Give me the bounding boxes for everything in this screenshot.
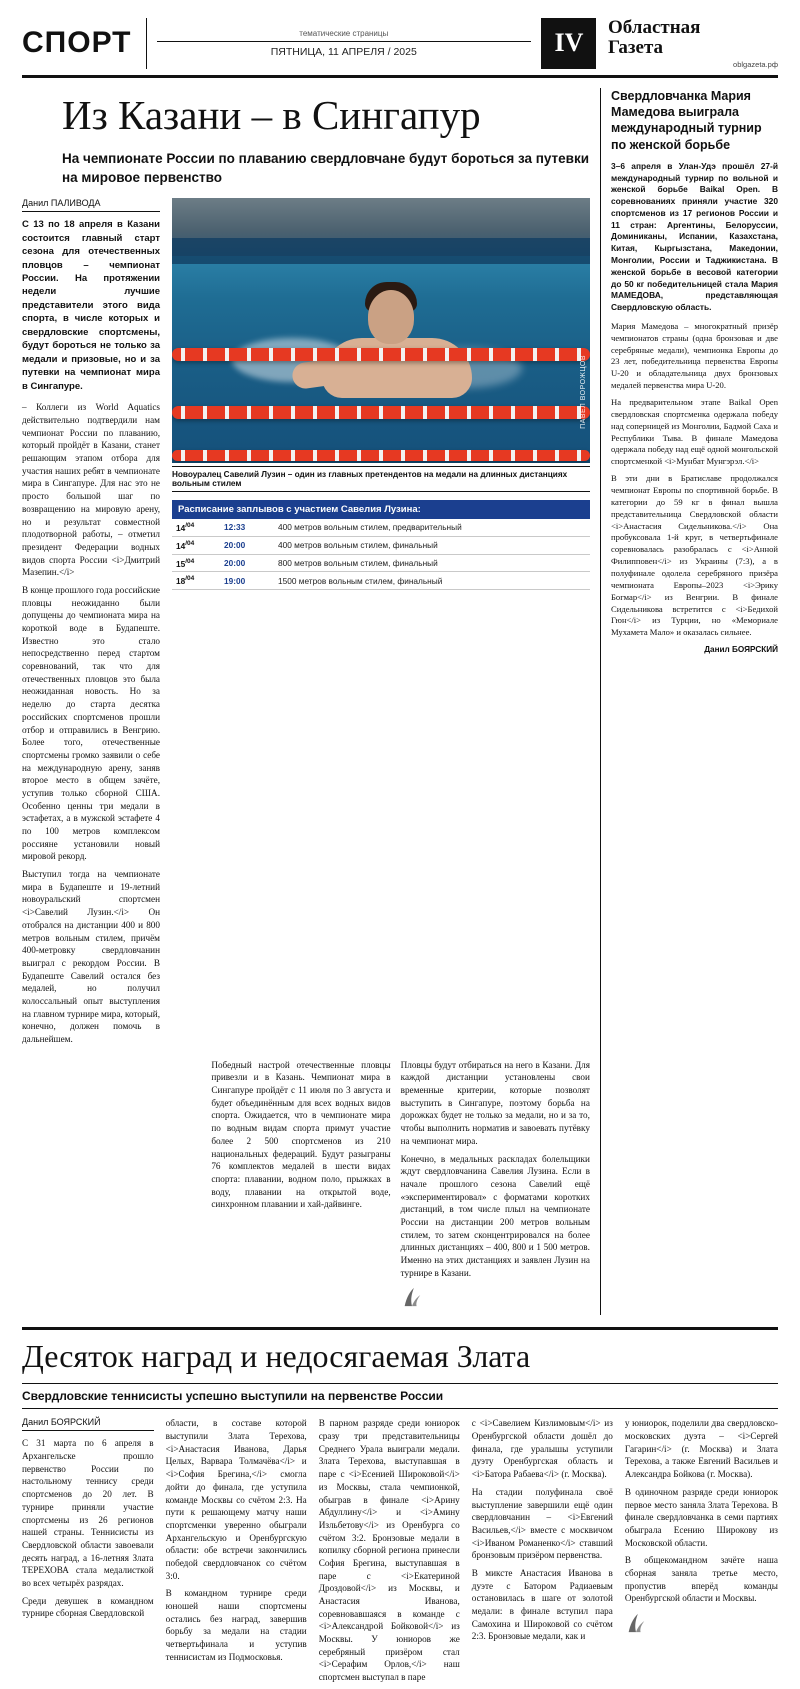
paragraph: В эти дни в Братиславе продолжался чемпионат Европы по спортивной борьбе. В категории до 59 кг в финал вышла представительница Свердловской области <i>Анастасия Сидельникова.</i> Она пробуксовала 1-й круг, в четвертьфинале соревновалась разобралась с <i>Анной Филипповен</i> из Украины (7:3), а в полуфинале одолела серебряного призёра чемпионата Европы–2023 <i>Эрику Богмар</i> из Венгрии. В финале Сидельникова встретится с <i>Бедихой Гюн</i> из Турции, но «Мемориале Мухамета Мало» и оказалась сильнее. bbox=[611, 473, 778, 638]
table-row bbox=[172, 554, 590, 572]
article2-col-3 bbox=[319, 1417, 472, 1688]
paragraph: В одиночном разряде среди юниорок первое место заняла Злата Терехова. В финале свердловчанка в семи партиях обыграла Есению Широкову из Московской области. bbox=[624, 1486, 778, 1548]
schedule-table bbox=[172, 519, 590, 590]
article2-columns bbox=[22, 1417, 778, 1688]
section-title: СПОРТ bbox=[22, 26, 132, 60]
paper-name-line2: Газета bbox=[608, 36, 664, 58]
article2-headline: Десяток наград и недосягаемая Злата bbox=[22, 1338, 531, 1375]
paragraph: Пловцы будут отбираться на него в Казани. Для каждой дистанции установлены свои временные критерии, которые позволят выступить в Сингапуре, поэтому борьба на дорожках будет не только за медали, но и за то, чтобы выполнить норматив и завоевать путёвку на чемпионат мира. bbox=[400, 1059, 590, 1146]
paragraph: В общекомандном зачёте наша сборная заняла третье место, пропустив вперёд команды Оренбургской области и Москвы. bbox=[624, 1555, 778, 1604]
table-row bbox=[172, 572, 590, 590]
masthead-center bbox=[146, 18, 542, 69]
schedule-desc: 800 метров вольным стилем, финальный bbox=[278, 557, 438, 568]
table-row bbox=[172, 536, 590, 554]
lane-rope bbox=[172, 450, 590, 461]
paper-logo bbox=[596, 18, 778, 69]
article2-col-5 bbox=[625, 1417, 778, 1688]
schedule-box bbox=[172, 500, 590, 590]
schedule-desc: 400 метров вольным стилем, предварительный bbox=[278, 522, 462, 533]
main-grid bbox=[22, 88, 778, 1316]
article2-subhead: Свердловские теннисисты успешно выступили на первенстве России bbox=[22, 1383, 778, 1409]
paper-watermark-icon bbox=[625, 1610, 647, 1636]
paragraph: На стадии полуфинала своё выступление завершили ещё один свердловчанин – <i>Евгений Васильев,</i> вместе с москвичом <i>Иваном Романенко</i> ставший бронзовым призёром первенства. bbox=[471, 1486, 613, 1561]
lower-col-2 bbox=[211, 1059, 400, 1316]
article2-col-4 bbox=[472, 1417, 625, 1688]
paragraph: – Коллеги из World Aquatics действительно подтвердили нам чемпионат России по плаванию, который пройдёт в Казани, станет решающим этапом отбора для участия наших ребят в чемпионате мира в Сингапуре. Для нас это не просто большой шаг по возвращению на мировую арену, но и результат совместной плодотворной работы, – отметил президент Федерации водных видов спорта России <i>Дмитрий Мазепин.</i> bbox=[22, 402, 160, 578]
paper-watermark-icon bbox=[401, 1284, 423, 1310]
schedule-time: 19:00 bbox=[224, 575, 246, 586]
lower-col-3 bbox=[401, 1059, 590, 1316]
article-subhead: На чемпионате России по плаванию свердловчане будут бороться за путевки на мировое первенство bbox=[62, 150, 590, 186]
article-main bbox=[22, 88, 600, 1316]
schedule-time: 12:33 bbox=[224, 522, 246, 533]
schedule-desc: 1500 метров вольным стилем, финальный bbox=[278, 575, 443, 586]
schedule-date: $18^{/04}$ bbox=[176, 575, 195, 587]
paragraph: В конце прошлого года российские пловцы неожиданно были допущены до чемпионата мира на короткой воде в Будапеште. Известно это стало непосредственно перед стартом соревнований, так что для отечественных пловцов это была неожиданная новость. Но за неделю до старта десятка российских спортсменов прошли отбор и отправились в Венгрию. Более того, отечественные спортсмены громко заявили о себе на международную арену, заняв второе место в общем зачёте, уступив только сборной США. Особенно ценны три медали в эстафетах, а в мужской эстафете 4 по 100 метров комплексом россияне установили новый мировой рекорд. bbox=[22, 584, 160, 862]
sidebar-intro: 3–6 апреля в Улан-Удэ прошёл 27-й международный турнир по вольной и женской борьбе Baikal Open. В соревнованиях приняли участие 320 спортсменов из 17 регионов России и 11 стран: Аргентины, Белоруссии, Доминиканы, Испании, Казахстана, Китая, Кыргызстана, Македонии, Монголии, России и Таджикистана. В женской борьбе в весовой категории до 50 кг победительницей стала Мария МАМЕДОВА, представляющая Свердловскую область. bbox=[611, 160, 778, 313]
table-row bbox=[172, 519, 590, 536]
masthead-date: ПЯТНИЦА, 11 АПРЕЛЯ / 2025 bbox=[270, 45, 417, 58]
paragraph: области, в составе которой выступили Злата Терехова, <i>Анастасия Иванова, Дарья Целых, Варвара Толмачёва</i> и <i>София Брегина,</i> смогла дойти до финала, где уступила команде Москвы со счётом 2:3. На пути к решающему матчу наши спортсменки уверенно обыграли Архангельскую и Оренбургскую области: обе встречи закончились победой свердловчанок со счётом 3:0. bbox=[165, 1418, 307, 1581]
photo-caption: Новоуралец Савелий Лузин – один из главных претендентов на медали на длинных дистанциях вольным стилем bbox=[172, 466, 590, 492]
article2-byline: Данил БОЯРСКИЙ bbox=[22, 1417, 154, 1431]
article-lead: С 13 по 18 апреля в Казани состоится главный старт сезона для отечественных пловцов – чемпионат России. На протяжении недели лучшие представители этого вида спорта, в числе которых и свердловские спортсмены, будут бороться не только за медали и призовые, но и за путевки на чемпионат мира в Сингапуре. bbox=[22, 219, 160, 392]
schedule-desc: 400 метров вольным стилем, финальный bbox=[278, 540, 438, 551]
masthead-top-label: тематические страницы bbox=[157, 29, 531, 42]
paragraph: С 31 марта по 6 апреля в Архангельске прошло первенство России по настольному теннису среди спортсменов до 20 лет. В турнире приняли участие спортсмены из 26 регионов нашей страны. Теннисисты из Свердловской области завоевали десять наград, а 16-летняя Злата ТЕРЕХОВА стала медалисткой во всех четырёх разрядах. bbox=[22, 1438, 154, 1588]
paper-name-line1: Областная bbox=[608, 17, 701, 38]
paragraph: В парном разряде среди юниорок сразу три представительницы Среднего Урала выиграли медали. Злата Терехова, выступавшая в паре с <i>Есенией Широковой</i> из Москвы, стала чемпионкой, обыграв в финале <i>Арину Абдуллину</i> и <i>Амину Изльбетову</i> из Оренбурга со счётом 3:2. Бронзовые медали в копилку сборной региона принесли София Брегина, выступавшая в паре с <i>Екатериной Дроздовой</i> из Москвы, и Анастасия Иванова, соревновавшаяся в команде с <i>Александрой Бойковой</i> из Москвы. У юниоров же серебряный призёром стал <i>Серафим Орлов,</i> наш спортсмен выступал в паре bbox=[318, 1418, 460, 1683]
lane-rope bbox=[172, 348, 590, 361]
article-col1 bbox=[22, 401, 160, 1045]
paragraph: Победный настрой отечественные пловцы привезли и в Казань. Чемпионат мира в Сингапуре пройдёт с 11 июля по 3 августа и будет объединённым для всех водных видов спорта. Ожидается, что в чемпионате мира по водным видам спорта примут участие более 2 500 спортсменов из 210 национальных федераций. Будут разыграны 76 комплектов медалей в шести видах спорта: плавании, водном поло, прыжках в воду, плавании на открытой воде, синхронном плавании и хай-дайвинге. bbox=[211, 1059, 391, 1210]
photo-block bbox=[172, 198, 590, 1051]
schedule-date: $14^{/04}$ bbox=[176, 522, 195, 533]
swimmer-photo bbox=[172, 198, 590, 463]
schedule-time: 20:00 bbox=[224, 540, 246, 551]
lead-column bbox=[22, 198, 172, 1051]
sidebar-article bbox=[600, 88, 778, 1316]
article-headline: Из Казани – в Сингапур bbox=[62, 91, 481, 138]
paragraph: В командном турнире среди юношей наши спортсмены остались без наград, завершив борьбу за медали на стадии четвертьфинала и уступив теннисистам из Подмосковья. bbox=[165, 1588, 307, 1662]
sidebar-signature: Данил БОЯРСКИЙ bbox=[704, 645, 778, 655]
page-number: IV bbox=[542, 18, 596, 69]
lead-and-photo bbox=[22, 198, 590, 1051]
article-lower-columns bbox=[22, 1059, 590, 1316]
schedule-title: Расписание заплывов с участием Савелия Лузина: bbox=[172, 500, 590, 519]
section-divider bbox=[22, 1327, 778, 1330]
photo-credit: ПАВЕЛ ВОРОЖЦОВ bbox=[580, 355, 587, 430]
schedule-date: $15^{/04}$ bbox=[176, 557, 195, 569]
swimmer-head bbox=[368, 290, 414, 344]
paragraph: Выступил тогда на чемпионате мира в Будапеште и 19-летний новоуральский спортсмен <i>Савелий Лузин.</i> Он отобрался на дистанции 400 и 800 метров вольным стилем, причём 400-метровку свердловчанин выиграл с рекордом России. В Будапеште Савелий остался без медалей, но получил колоссальный опыт выступления на главном турнире мира, который, конечно, должен помочь в дальнейшем. bbox=[22, 869, 160, 1045]
sidebar-headline: Свердловчанка Мария Мамедова выиграла международный турнир по женской борьбе bbox=[611, 88, 762, 152]
schedule-date: $14^{/04}$ bbox=[176, 539, 195, 551]
sidebar-body bbox=[611, 321, 778, 639]
paragraph: с <i>Савелием Кизлимовым</i> из Оренбургской области дошёл до финала, где уралышы уступили дуэту Оренбургская область и <i>Батора Рабаева</i> (г. Москва). bbox=[471, 1418, 613, 1480]
paragraph: На предварительном этапе Baikal Open свердловская спортсменка одержала победу над соперницей из Монголии, Бадмой Саха и Республики Тыва. В финале Мамедова одержала победу над ещё одной монгольской спортсменкой <i>Мунбат Мунгэрэл.</i> bbox=[611, 396, 778, 467]
article2-col-1 bbox=[22, 1417, 166, 1688]
paragraph: Мария Мамедова – многократный призёр чемпионатов страны (одна бронзовая и две серебряные медали), чемпионка Европы до 23 лет, победительница первенства Европы U-20 и обладательница двух бронзовых медалей первенства мира U-20. bbox=[611, 320, 778, 391]
lane-rope bbox=[172, 406, 590, 419]
paragraph: Конечно, в медальных раскладах болельщики ждут свердловчанина Савелия Лузина. Если в начале прошлого сезона Савелий ещё «экспериментировал» с форматами коротких дистанций, в том числе плыл на чемпионате России на дистанции 200 метров вольным стилем, то затем сконцентрировался на более длинных дистанциях – 400, 800 и 1 500 метров. Именно на этих дистанциях и заявлен Лузин на турнире в Казани. bbox=[400, 1153, 590, 1278]
paper-site: oblgazeta.рф bbox=[733, 59, 778, 69]
article-byline: Данил ПАЛИВОДА bbox=[22, 198, 160, 212]
paragraph: Среди девушек в командном турнире сборная Свердловской bbox=[22, 1595, 154, 1619]
schedule-time: 20:00 bbox=[224, 557, 246, 568]
masthead bbox=[22, 18, 778, 78]
article2-col-2 bbox=[166, 1417, 319, 1688]
lower-col-1 bbox=[22, 1059, 211, 1316]
pool-deck-shadow bbox=[172, 238, 590, 264]
paragraph: В миксте Анастасия Иванова в дуэте с Батором Радиаевым остановилась в шаге от золотой медали: в финале вступил пара Самохина и Широковой со счётом 2:3. Бронзовые медали, как и bbox=[471, 1567, 613, 1642]
paragraph: у юниорок, поделили два свердловско-московских дуэта – <i>Сергей Гагарин</i> (г. Москва) и Злата Терехова, а также Евгений Васильев и Александра Бойкова (г. Москва). bbox=[624, 1418, 778, 1480]
